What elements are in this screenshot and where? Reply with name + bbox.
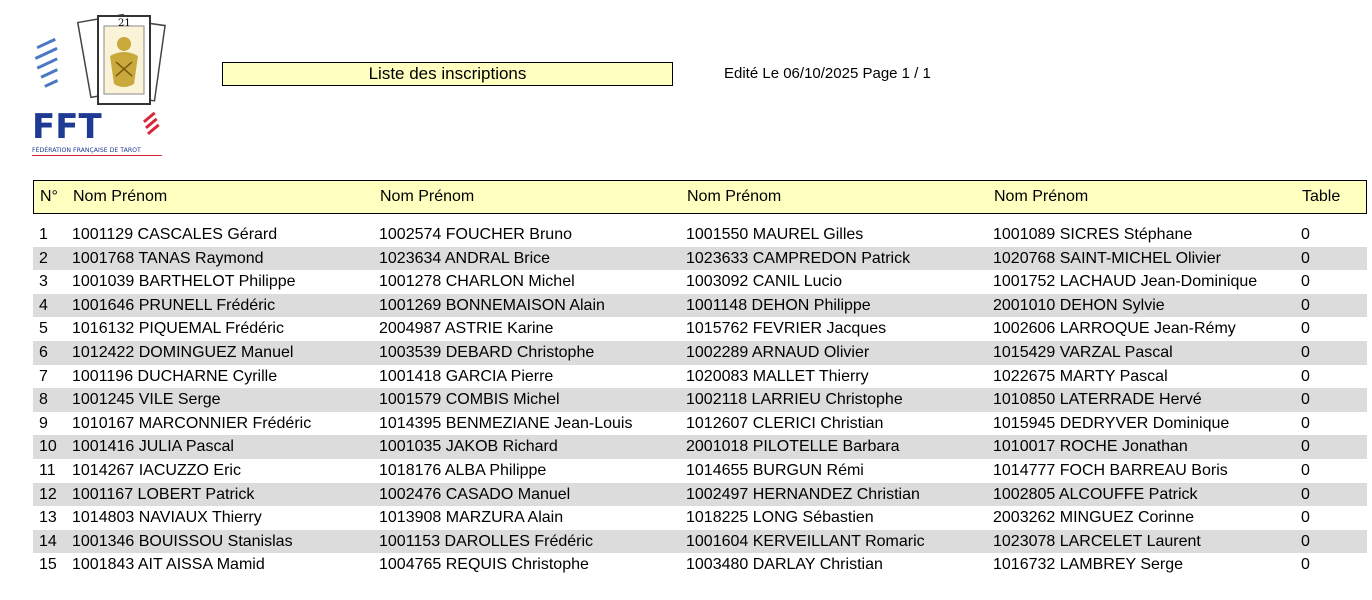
row-number: 8: [39, 391, 48, 409]
table-row: [33, 223, 1367, 247]
player-cell: 1002476 CASADO Manuel: [379, 485, 571, 503]
table-number: 0: [1301, 461, 1310, 479]
table-row: [33, 341, 1367, 365]
player-cell: 1014803 NAVIAUX Thierry: [72, 509, 262, 527]
row-number: 2: [39, 249, 48, 267]
player-cell: 1004765 REQUIS Christophe: [379, 556, 589, 574]
player-cell: 1014777 FOCH BARREAU Boris: [993, 461, 1228, 479]
table-number: 0: [1301, 343, 1310, 361]
player-cell: 1002805 ALCOUFFE Patrick: [993, 485, 1198, 503]
player-cell: 1001039 BARTHELOT Philippe: [72, 273, 296, 291]
player-cell: 2001018 PILOTELLE Barbara: [686, 438, 900, 456]
table-header: [33, 180, 1367, 214]
column-header-number: N°: [40, 188, 58, 205]
table-row: [33, 247, 1367, 271]
table-row: [33, 553, 1367, 577]
row-number: 13: [39, 509, 57, 527]
row-number: 12: [39, 485, 57, 503]
registration-table-body: [33, 223, 1367, 577]
player-cell: 1001752 LACHAUD Jean-Dominique: [993, 273, 1258, 291]
player-cell: 1003480 DARLAY Christian: [686, 556, 883, 574]
edited-label: Edité Le: [724, 65, 780, 82]
player-cell: 1014395 BENMEZIANE Jean-Louis: [379, 414, 633, 432]
player-cell: 1001418 GARCIA Pierre: [379, 367, 554, 385]
player-cell: 1003539 DEBARD Christophe: [379, 343, 595, 361]
player-cell: 1001245 VILE Serge: [72, 391, 221, 409]
player-cell: 1001153 DAROLLES Frédéric: [379, 532, 594, 550]
player-cell: 1002606 LARROQUE Jean-Rémy: [993, 320, 1236, 338]
table-row: [33, 317, 1367, 341]
table-row: [33, 270, 1367, 294]
player-cell: 1012607 CLERICI Christian: [686, 414, 884, 432]
player-cell: 1002118 LARRIEU Christophe: [686, 391, 903, 409]
edition-date: 06/10/2025: [783, 65, 859, 82]
player-cell: 1002289 ARNAUD Olivier: [686, 343, 870, 361]
player-cell: 1014267 IACUZZO Eric: [72, 461, 241, 479]
logo-card-number: 21: [118, 18, 131, 29]
table-number: 0: [1301, 509, 1310, 527]
table-number: 0: [1301, 485, 1310, 503]
player-cell: 1015762 FEVRIER Jacques: [686, 320, 887, 338]
table-number: 0: [1301, 249, 1310, 267]
row-number: 10: [39, 438, 57, 456]
player-cell: 2003262 MINGUEZ Corinne: [993, 509, 1194, 527]
player-cell: 1001646 PRUNELL Frédéric: [72, 296, 276, 314]
table-row: [33, 506, 1367, 530]
tarot-card-logo-icon: [30, 12, 170, 162]
player-cell: 1001278 CHARLON Michel: [379, 273, 575, 291]
table-number: 0: [1301, 556, 1310, 574]
player-cell: 1023634 ANDRAL Brice: [379, 249, 551, 267]
player-cell: 1023633 CAMPREDON Patrick: [686, 249, 911, 267]
column-header-name-2: Nom Prénom: [380, 188, 475, 205]
fft-logo: [30, 12, 170, 162]
player-cell: 1015429 VARZAL Pascal: [993, 343, 1173, 361]
document-title: Liste des inscriptions: [222, 62, 673, 86]
player-cell: 1013908 MARZURA Alain: [379, 509, 564, 527]
player-cell: 1023078 LARCELET Laurent: [993, 532, 1201, 550]
player-cell: 1001768 TANAS Raymond: [72, 249, 264, 267]
player-cell: 1020768 SAINT-MICHEL Olivier: [993, 249, 1221, 267]
column-header-name-3: Nom Prénom: [687, 188, 782, 205]
player-cell: 1002497 HERNANDEZ Christian: [686, 485, 920, 503]
table-row: [33, 435, 1367, 459]
table-row: [33, 483, 1367, 507]
table-number: 0: [1301, 273, 1310, 291]
player-cell: 1001604 KERVEILLANT Romaric: [686, 532, 925, 550]
player-cell: 1003092 CANIL Lucio: [686, 273, 842, 291]
row-number: 15: [39, 556, 57, 574]
player-cell: 1001416 JULIA Pascal: [72, 438, 234, 456]
player-cell: 1001089 SICRES Stéphane: [993, 226, 1193, 243]
row-number: 5: [39, 320, 48, 338]
player-cell: 1001148 DEHON Philippe: [686, 296, 871, 314]
player-cell: 1002574 FOUCHER Bruno: [379, 226, 572, 243]
player-cell: 1001843 AIT AISSA Mamid: [72, 556, 265, 574]
row-number: 6: [39, 343, 48, 361]
row-number: 14: [39, 532, 57, 550]
table-number: 0: [1301, 320, 1310, 338]
table-row: [33, 388, 1367, 412]
edition-info: [724, 65, 931, 82]
page-indicator: Page 1 / 1: [862, 65, 931, 82]
table-row: [33, 412, 1367, 436]
column-header-name-1: Nom Prénom: [73, 188, 168, 205]
player-cell: 1022675 MARTY Pascal: [993, 367, 1168, 385]
player-cell: 1001269 BONNEMAISON Alain: [379, 296, 605, 314]
player-cell: 1018176 ALBA Philippe: [379, 461, 547, 479]
table-row: [33, 294, 1367, 318]
player-cell: 1012422 DOMINGUEZ Manuel: [72, 343, 294, 361]
player-cell: 1001550 MAUREL Gilles: [686, 226, 864, 243]
column-header-table: Table: [1302, 188, 1341, 205]
player-cell: 2001010 DEHON Sylvie: [993, 296, 1165, 314]
player-cell: 1001579 COMBIS Michel: [379, 391, 560, 409]
table-number: 0: [1301, 532, 1310, 550]
table-row: [33, 365, 1367, 389]
player-cell: 1001035 JAKOB Richard: [379, 438, 558, 456]
player-cell: 1010017 ROCHE Jonathan: [993, 438, 1188, 456]
table-number: 0: [1301, 438, 1310, 456]
player-cell: 1001129 CASCALES Gérard: [72, 226, 278, 243]
player-cell: 1001346 BOUISSOU Stanislas: [72, 532, 293, 550]
table-number: 0: [1301, 367, 1310, 385]
table-row: [33, 459, 1367, 483]
row-number: 3: [39, 273, 48, 291]
table-number: 0: [1301, 226, 1310, 243]
table-number: 0: [1301, 391, 1310, 409]
player-cell: 1015945 DEDRYVER Dominique: [993, 414, 1230, 432]
player-cell: 1001167 LOBERT Patrick: [72, 485, 255, 503]
table-row: [33, 530, 1367, 554]
logo-initials: FFT: [32, 107, 102, 147]
row-number: 4: [39, 296, 48, 314]
row-number: 9: [39, 414, 48, 432]
player-cell: 1010850 LATERRADE Hervé: [993, 391, 1202, 409]
table-number: 0: [1301, 296, 1310, 314]
logo-caption: FÉDÉRATION FRANÇAISE DE TAROT: [32, 147, 141, 154]
row-number: 11: [39, 461, 56, 479]
player-cell: 1014655 BURGUN Rémi: [686, 461, 864, 479]
player-cell: 1016732 LAMBREY Serge: [993, 556, 1184, 574]
player-cell: 2004987 ASTRIE Karine: [379, 320, 554, 338]
player-cell: 1018225 LONG Sébastien: [686, 509, 874, 527]
player-cell: 1016132 PIQUEMAL Frédéric: [72, 320, 284, 338]
player-cell: 1020083 MALLET Thierry: [686, 367, 869, 385]
table-number: 0: [1301, 414, 1310, 432]
player-cell: 1010167 MARCONNIER Frédéric: [72, 414, 312, 432]
column-header-name-4: Nom Prénom: [994, 188, 1089, 205]
row-number: 7: [39, 367, 48, 385]
row-number: 1: [39, 226, 48, 243]
player-cell: 1001196 DUCHARNE Cyrille: [72, 367, 278, 385]
